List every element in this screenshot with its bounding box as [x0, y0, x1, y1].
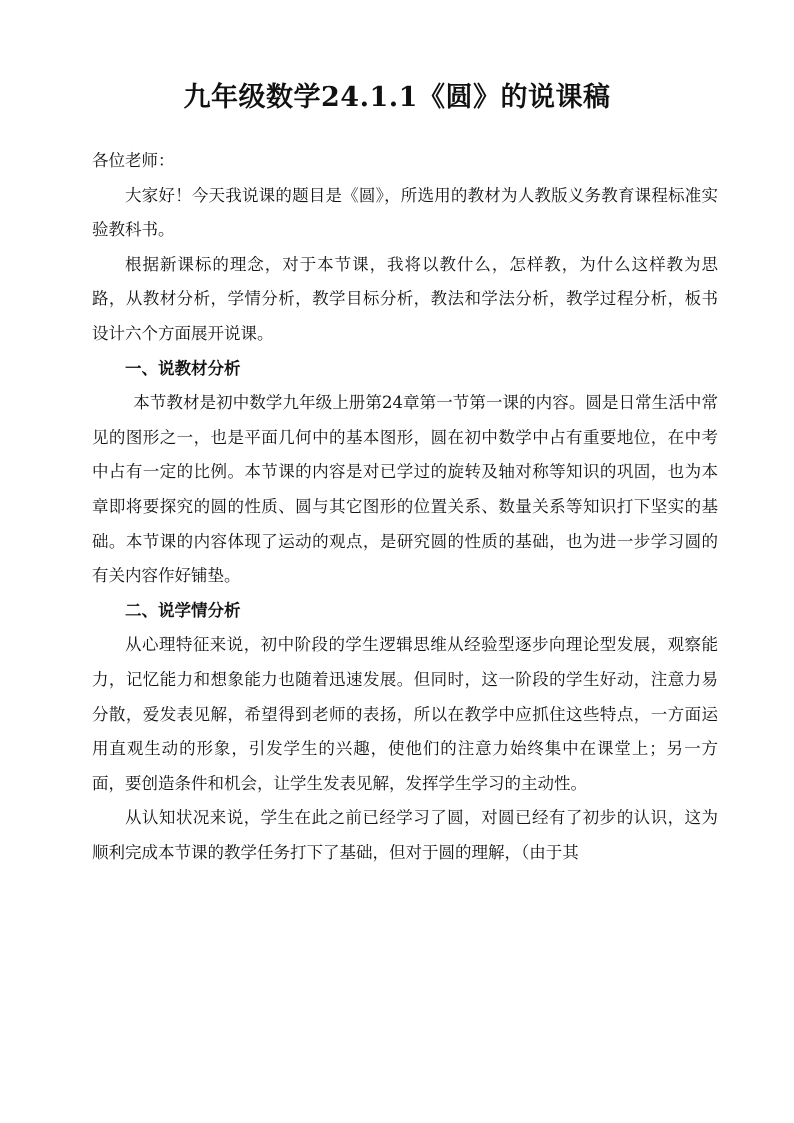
document-title: 九年级数学24.1.1《圆》的说课稿	[183, 82, 611, 113]
student-analysis-paragraph-2: 从认知状况来说，学生在此之前已经学习了圆，对圆已经有了初步的认识，这为顺利完成本节课的教学任务打下了基础，但对于圆的理解，（由于其	[92, 808, 718, 862]
document-body	[92, 144, 718, 870]
section-heading-student-analysis: 二、说学情分析	[125, 600, 241, 620]
intro-paragraph-1: 大家好！今天我说课的题目是《圆》，所选用的教材为人教版义务教育课程标准实验教科书。	[92, 185, 718, 240]
salutation: 各位老师：	[92, 151, 175, 170]
textbook-analysis-paragraph: 本节教材是初中数学九年级上册第24章第一节第一课的内容。圆是日常生活中常见的图形之一，也是平面几何中的基本图形，圆在初中数学中占有重要地位，在中考中占有一定的比例。本节课的内容是对已学过的旋转及轴对称等知识的巩固，也为本章即将要探究的圆的性质、圆与其它图形的位置关系、数量关系等知识打下坚实的基础。本节课的内容体现了运动的观点，是研究圆的性质的基础，也为进一步学习圆的有关内容作好铺垫。	[92, 393, 718, 586]
section-heading-textbook-analysis: 一、说教材分析	[125, 358, 241, 378]
intro-paragraph-2: 根据新课标的理念，对于本节课，我将以教什么，怎样教，为什么这样教为思路，从教材分析，学情分析，教学目标分析，教法和学法分析，教学过程分析，板书设计六个方面展开说课。	[92, 254, 718, 343]
student-analysis-paragraph-1: 从心理特征来说，初中阶段的学生逻辑思维从经验型逐步向理论型发展，观察能力，记忆能力和想象能力也随着迅速发展。但同时，这一阶段的学生好动，注意力易分散，爱发表见解，希望得到老师的表扬，所以在教学中应抓住这些特点，一方面运用直观生动的形象，引发学生的兴趣，使他们的注意力始终集中在课堂上；另一方面，要创造条件和机会，让学生发表见解，发挥学生学习的主动性。	[92, 635, 718, 793]
